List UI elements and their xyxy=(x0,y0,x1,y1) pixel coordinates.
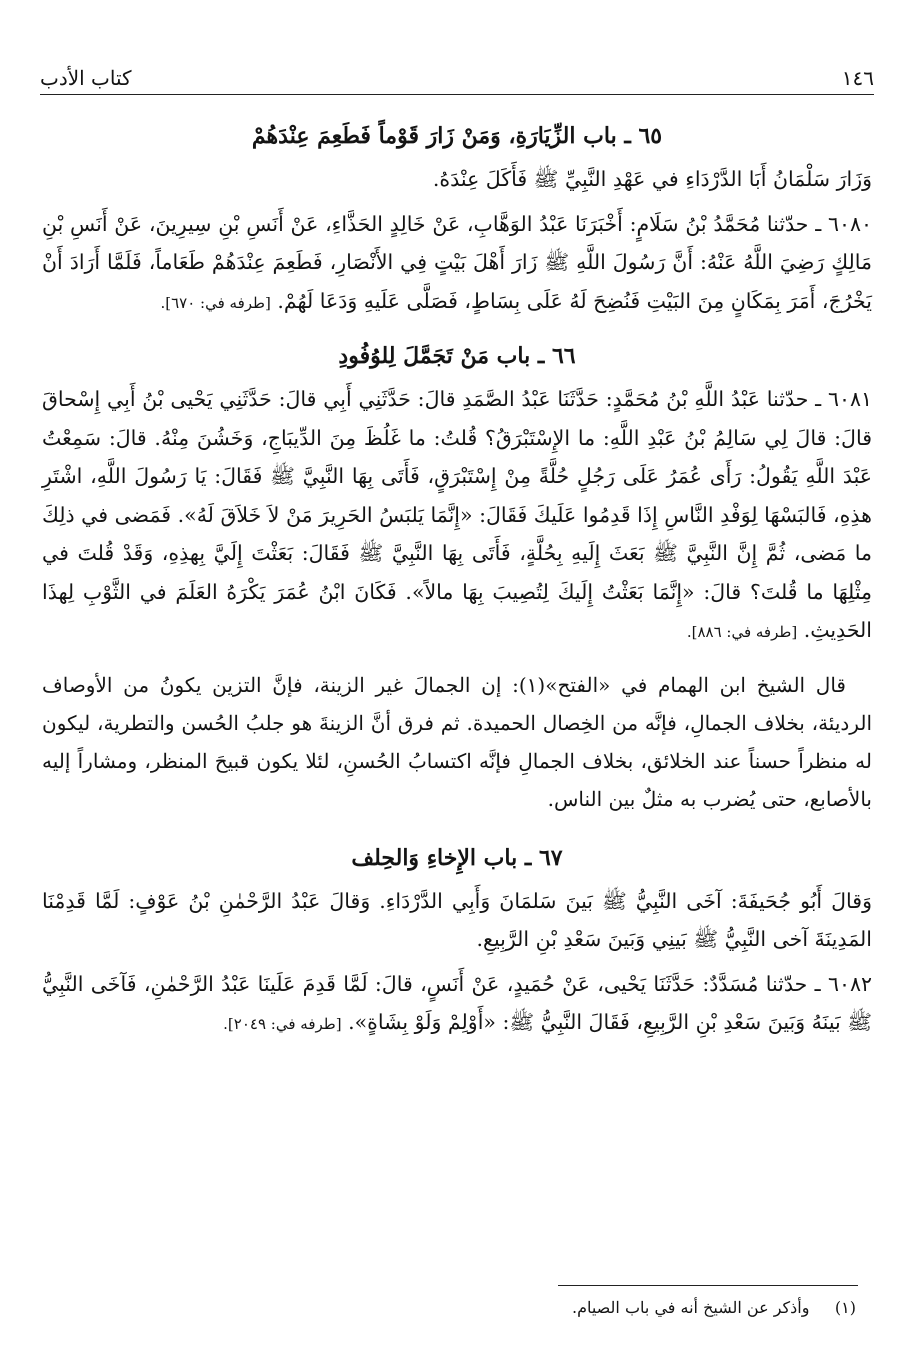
hadith-6080-text: ٦٠٨٠ ـ حدّثنا مُحَمَّدُ بْنُ سَلَامٍ: أَخْبَرَنَا عَبْدُ الوَهَّابِ، عَنْ خَالِدٍ الحَذَّاءِ، عَنْ أَنَسِ بْنِ سِيرِينَ، عَنْ أَنَسِ بْنِ مَالِكٍ رَضِيَ اللَّهُ عَنْهُ: أَنَّ رَسُولَ اللَّهِ ﷺ زَارَ أَهْلَ بَيْتٍ فِي الأَنْصَارِ، فَطَعِمَ عِنْدَهُمْ طَعَاماً، فَلَمَّا أَرَادَ أَنْ يَخْرُجَ، أَمَرَ بِمَكَانٍ مِنَ البَيْتِ فَنُضِحَ لَهُ عَلَى بِسَاطٍ، فَصَلَّى عَلَيهِ وَدَعَا لَهُمْ. xyxy=(42,211,872,313)
footnote-marker: (١) xyxy=(834,1298,856,1317)
footnote-text: وأذكر عن الشيخ أنه في باب الصيام. xyxy=(571,1298,810,1317)
chapter-65-heading: ٦٥ ـ باب الزِّيَارَةِ، وَمَنْ زَارَ قَوْماً فَطَعِمَ عِنْدَهُمْ xyxy=(251,123,663,149)
page-content xyxy=(42,118,872,1044)
hadith-6081-cross-reference: [طرفه في: ٨٨٦]. xyxy=(686,623,798,641)
hadith-6082-text: ٦٠٨٢ ـ حدّثنا مُسَدَّدٌ: حَدَّثَنَا يَحْيى، عَنْ حُمَيدٍ، عَنْ أَنَسٍ، قالَ: لَمَّا قَدِمَ عَلَينَا عَبْدُ الرَّحْمٰنِ، فَآخَى النَّبِيُّ ﷺ بَينَهُ وَبَينَ سَعْدِ بْنِ الرَّبِيعِ، فَقَالَ النَّبِيُّ ﷺ: «أَوْلِمْ وَلَوْ بِشَاةٍ». xyxy=(42,971,872,1034)
hadith-6081 xyxy=(42,380,872,652)
footnote-divider xyxy=(558,1285,858,1286)
chapter-67-heading: ٦٧ ـ باب الإِخاءِ وَالحِلف xyxy=(351,844,563,871)
hadith-6082-cross-reference: [طرفه في: ٢٠٤٩]. xyxy=(223,1015,342,1033)
book-title: كتاب الأدب xyxy=(40,66,132,90)
chapter-66-heading: ٦٦ ـ باب مَنْ تَجَمَّلَ لِلوُفُودِ xyxy=(338,343,576,369)
chapter-67-intro: وَقالَ أَبُو جُحَيفَةَ: آخَى النَّبِيُّ ﷺ بَينَ سَلمَانَ وَأَبِي الدَّرْدَاءِ. وَقالَ عَبْدُ الرَّحْمٰنِ بْنُ عَوْفٍ: لَمَّا قَدِمْنَا المَدِينَةَ آخى النَّبِيُّ ﷺ بَينِي وَبَينَ سَعْدِ بْنِ الرَّبِيعِ. xyxy=(42,888,872,951)
commentary-paragraph: قال الشيخ ابن الهمام في «الفتح»(١): إن الجمالَ غير الزينة، فإنَّ التزين يكونُ من الأوصاف الرديئة، بخلاف الجمالِ، فإنَّه من الخِصال الحميدة. ثم فرق أنَّ الزينةَ هو جلبُ الحُسن والتطرية، ليكون له منظراً حسناً عند الخلائق، بخلاف الجمالِ فإنَّه اكتسابُ الحُسنِ، لئلا يكون قبيحَ المنظر، ومشاراً إليه بالأصابع، حتى يُضرب به مثلٌ بين الناس. xyxy=(42,672,872,811)
hadith-6080-cross-reference: [طرفه في: ٦٧٠]. xyxy=(160,293,271,312)
chapter-65-intro: وَزَارَ سَلْمَانُ أَبَا الدَّرْدَاءِ في عَهْدِ النَّبِيِّ ﷺ فَأَكَلَ عِنْدَهُ. xyxy=(432,167,872,191)
page-number: ١٤٦ xyxy=(841,66,874,90)
running-head xyxy=(40,60,874,95)
hadith-6081-text: ٦٠٨١ ـ حدّثنا عَبْدُ اللَّهِ بْنُ مُحَمَّدٍ: حَدَّثَنَا عَبْدُ الصَّمَدِ قالَ: حَدَّثَنِي أَبِي قالَ: حَدَّثَنِي يَحْيى بْنُ أَبِي إِسْحاقَ قالَ: قالَ لِي سَالِمُ بْنُ عَبْدِ اللَّهِ: ما الإِسْتَبْرَقُ؟ قُلتُ: ما غَلُظَ مِنَ الدِّيبَاجِ، وَخَشُنَ مِنْهُ. قالَ: سَمِعْتُ عَبْدَ اللَّهِ يَقُولُ: رَأَى عُمَرُ عَلَى رَجُلٍ حُلَّةً مِنْ إِسْتَبْرَقٍ، فَأَتَى بِهَا النَّبِيَّ ﷺ فَقَالَ: يَا رَسُولَ اللَّهِ، اشْتَرِ هذِهِ، فَالبَسْهَا لِوَفْدِ النَّاسِ إِذَا قَدِمُوا عَلَيكَ فَقَالَ: «إِنَّمَا يَلبَسُ الحَرِيرَ مَنْ لاَ خَلاَقَ لَهُ». فَمَضى في ذلِكَ ما مَضى، ثُمَّ إِنَّ النَّبِيَّ ﷺ بَعَثَ إِلَيهِ بِحُلَّةٍ، فَأَتَى بِهَا النَّبِيَّ ﷺ فَقَالَ: بَعَثْتَ إِلَيَّ بِهذِهِ، وَقَدْ قُلتَ في مِثْلِهَا ما قُلتَ؟ قالَ: «إِنَّمَا بَعَثْتُ إِلَيكَ لِتُصِيبَ بِهَا مالاً». فَكَانَ ابْنُ عُمَرَ يَكْرَهُ العَلَمَ في الثَّوْبِ لِهذَا الحَدِيثِ. xyxy=(42,387,872,642)
hadith-6080 xyxy=(42,205,872,323)
footnote xyxy=(572,1296,856,1320)
hadith-6082 xyxy=(42,965,872,1044)
